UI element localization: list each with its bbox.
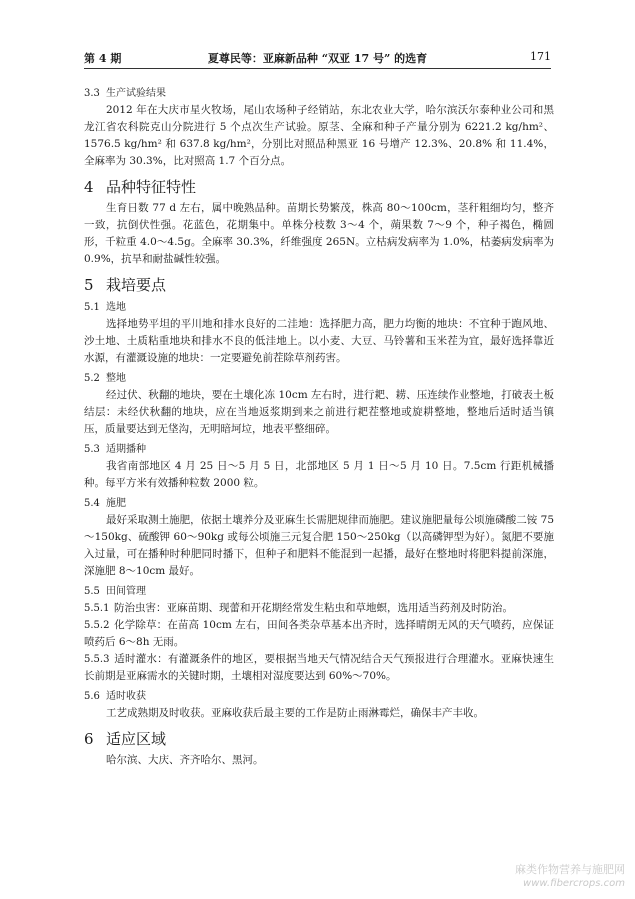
journal-issue: 第 4 期 [84,52,122,65]
section-5-1-paragraph: 选择地势平坦的平川地和排水良好的二洼地：选择肥力高，肥力均衡的地块：不宜种于跑风地、沙土地、土质粘重地块和排水不良的低洼地上。以小麦、大豆、马铃薯和玉米茬为宜，最好选择靠近水源，有灌溉设施的地块：一定要避免前茬除草剂药害。 [84,318,554,364]
section-5-6-heading [84,688,554,705]
site-watermark [515,863,625,891]
section-number: 5.3 [84,444,100,455]
section-number: 3.3 [84,88,100,99]
section-number: 5.5 [84,586,100,597]
section-5-1-heading [84,299,554,316]
section-5-3-heading [84,441,554,458]
section-number: 5.6 [84,691,100,702]
paragraph-text: 适时灌水：有灌溉条件的地区，要根据当地天气情况结合天气预报进行合理灌水。亚麻快速生长前期是亚麻需水的关键时期，土壤相对湿度要达到 60%～70%。 [84,653,554,682]
section-title: 适时收获 [106,691,146,702]
page-number: 171 [530,50,551,63]
section-5-heading [84,274,554,296]
section-number: 5.5.2 [84,620,110,631]
section-5-5-1-paragraph [84,600,554,617]
section-title: 田间管理 [106,586,146,597]
section-number: 5.5.1 [84,603,110,614]
paragraph-text: 化学除草：在苗高 10cm 左右，田间各类杂草基本出齐时，选择晴朗无风的天气喷药，应保证喷药后 6～8h 无雨。 [84,619,554,648]
section-number: 6 [84,730,94,748]
section-number: 5.4 [84,498,100,509]
section-number: 5 [84,276,94,294]
section-4-heading [84,176,554,198]
section-number: 5.1 [84,302,100,313]
section-6-paragraph: 哈尔滨、大庆、齐齐哈尔、黑河。 [106,754,264,766]
section-5-5-2-paragraph [84,617,554,651]
section-title: 适应区域 [106,730,167,748]
section-3-3-heading [84,85,554,102]
section-5-3-paragraph: 我省南部地区 4 月 25 日～5 月 5 日，北部地区 5 月 1 日～5 月 10 日。7.5cm 行距机械播种。每平方米有效播种粒数 2000 粒。 [84,460,554,489]
section-3-3-paragraph: 2012 年在大庆市星火牧场，尾山农场种子经销站，东北农业大学，哈尔滨沃尔泰种业公司和黑龙江省农科院克山分院进行 5 个点次生产试验。原茎、全麻和种子产量分别为 6221.2 kg/hm²、1576.5 kg/hm² 和 637.8 kg/hm²，分别比对照品种黑亚 16 号增产 12.3%、20.8% 和 11.4%，全麻率为 30.3%，比对照高 1.7 个百分点。 [84,104,554,167]
watermark-url: www.fibercrops.com [523,878,625,889]
section-title: 栽培要点 [106,276,167,294]
section-number: 5.2 [84,373,100,384]
article-body [84,82,554,769]
article-running-title: 夏尊民等：亚麻新品种 “双亚 17 号” 的选育 [207,52,428,65]
watermark-site-name: 麻类作物营养与施肥网 [515,863,625,876]
section-5-6-paragraph: 工艺成熟期及时收获。亚麻收获后最主要的工作是防止雨淋霉烂，确保丰产丰收。 [106,707,484,719]
section-5-2-paragraph: 经过伏、秋翻的地块，要在土壤化冻 10cm 左右时，进行耙、耢、压连续作业整地，打破表土板结层：未经伏秋翻的地块，应在当地返浆期到来之前进行耙茬整地或旋耕整地，整地后适时适当镇压，质量要达到无垡沟，无明暗坷垃，地表平整细碎。 [84,389,554,435]
section-title: 生产试验结果 [106,88,166,99]
section-6-heading [84,728,554,750]
running-header [84,50,551,66]
section-title: 整地 [106,373,126,384]
section-title: 施肥 [106,498,126,509]
section-4-paragraph: 生育日数 77 d 左右，属中晚熟品种。苗期长势繁茂，株高 80～100cm，茎秆粗细均匀，整齐一致，抗倒伏性强。花蓝色，花期集中。单株分枝数 3～4 个，蒴果数 7～9 个，种子褐色，椭圆形，千粒重 4.0～4.5g。全麻率 30.3%，纤维强度 265N。立枯病发病率为 1.0%，枯萎病发病率为 0.9%，抗旱和耐盐碱性较强。 [84,202,554,265]
section-5-4-paragraph: 最好采取测土施肥，依据土壤养分及亚麻生长需肥规律而施肥。建议施肥量每公顷施磷酸二铵 75～150kg、硫酸钾 60～90kg 或每公顷施三元复合肥 150～250kg（以高磷钾型为好）。氮肥不要施入过量，可在播种时种肥同时播下，但种子和肥料不能混到一起播，最好在整地时将肥料提前深施，深施肥 8～10cm 最好。 [84,514,554,577]
section-5-5-3-paragraph [84,651,554,685]
section-number: 5.5.3 [84,654,110,665]
header-rule [84,68,551,69]
section-title: 品种特征特性 [106,178,197,196]
paragraph-text: 防治虫害：亚麻苗期、现蕾和开花期经常发生粘虫和草地螟，选用适当药剂及时防治。 [114,602,513,614]
section-5-5-heading [84,583,554,600]
section-5-4-heading [84,495,554,512]
section-number: 4 [84,178,94,196]
section-title: 选地 [106,302,126,313]
section-title: 适期播种 [106,444,146,455]
section-5-2-heading [84,370,554,387]
